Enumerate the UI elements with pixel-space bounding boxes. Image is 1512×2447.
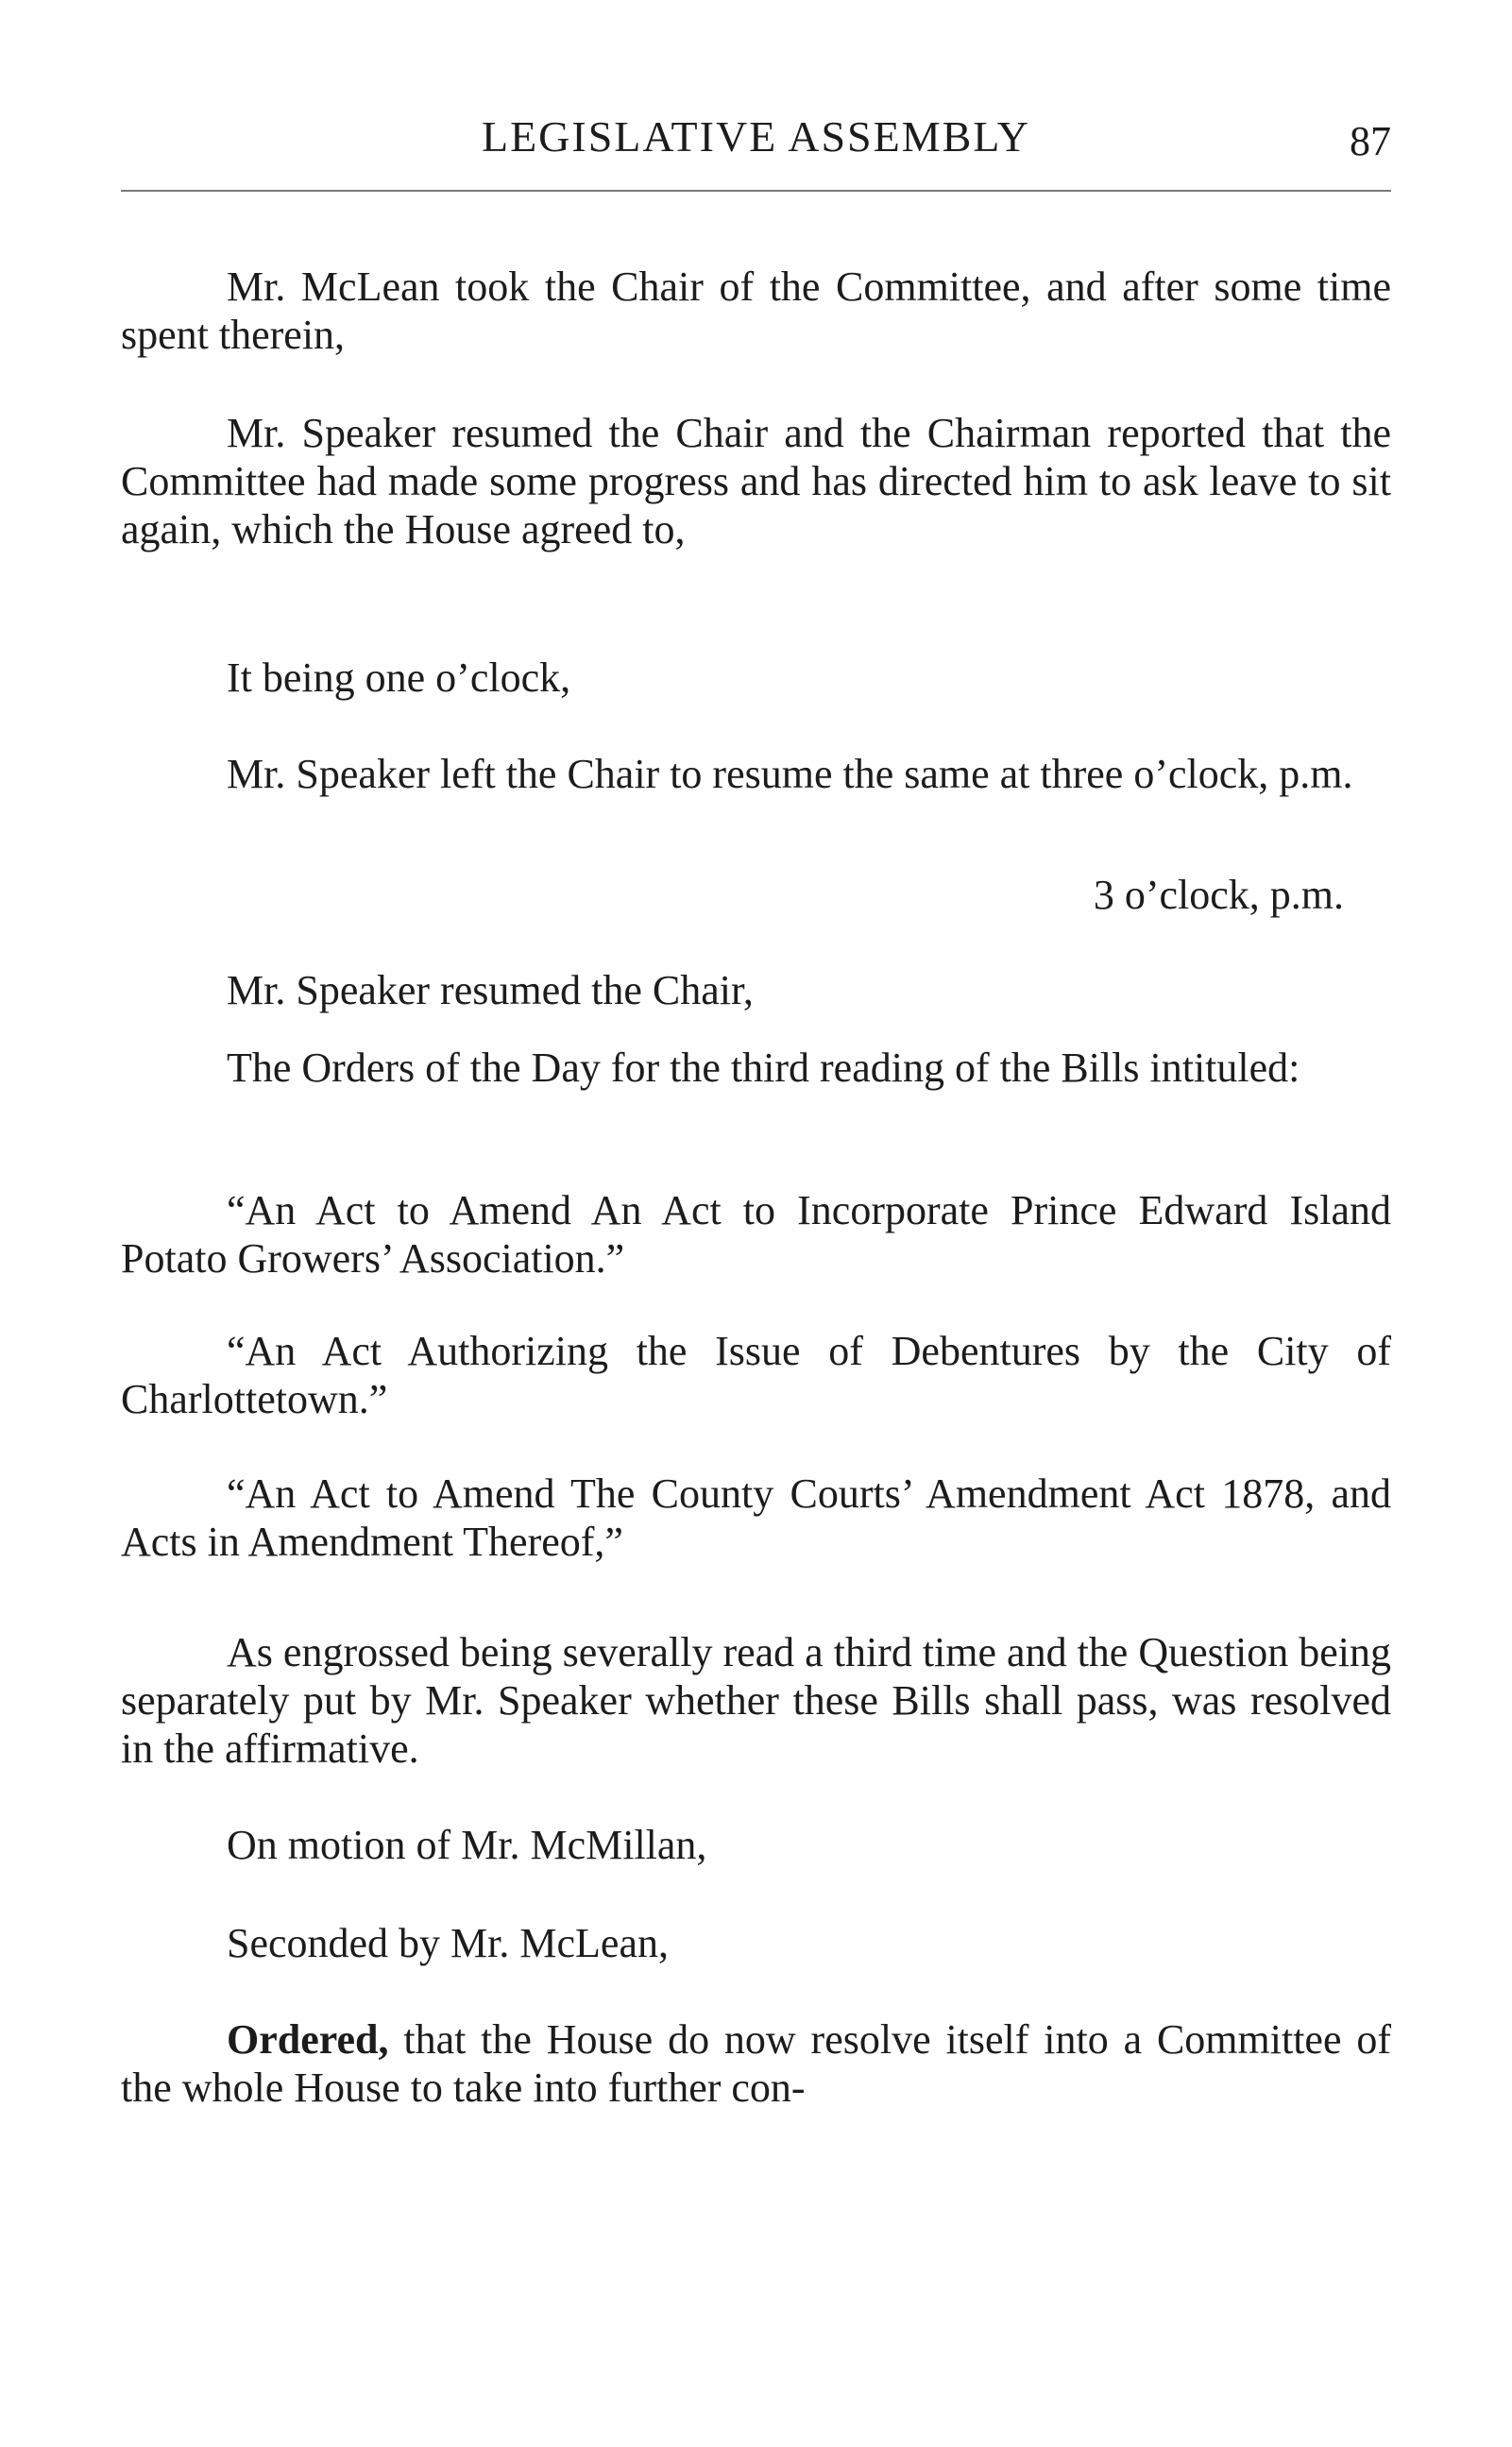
bill-title-debentures: “An Act Authorizing the Issue of Debentures by the City of Charlottetown.” [121, 1328, 1391, 1422]
paragraph-chairman-report: Mr. Speaker resumed the Chair and the Chairman reported that the Committee had made some progress and has directed him to ask leave to sit again, which the House agreed to, [121, 410, 1391, 552]
paragraph-seconded: Seconded by Mr. McLean, [227, 1920, 669, 1966]
bill-title-county-courts: “An Act to Amend The County Courts’ Amendment Act 1878, and Acts in Amendment Thereof,” [121, 1470, 1391, 1565]
running-head: LEGISLATIVE ASSEMBLY [481, 112, 1031, 161]
paragraph-speaker-left: Mr. Speaker left the Chair to resume the same at three o’clock, p.m. [227, 751, 1353, 797]
paragraph-one-oclock: It being one o’clock, [227, 654, 571, 701]
paragraph-committee-chair: Mr. McLean took the Chair of the Committee, and after some time spent therein, [121, 263, 1391, 358]
time-heading: 3 o’clock, p.m. [1093, 872, 1344, 918]
paragraph-orders-of-day: The Orders of the Day for the third reading of the Bills intituled: [227, 1045, 1300, 1091]
paragraph-motion: On motion of Mr. McMillan, [227, 1822, 707, 1868]
paragraph-speaker-resumed: Mr. Speaker resumed the Chair, [227, 967, 754, 1013]
page-number: 87 [1350, 118, 1391, 164]
paragraph-ordered [121, 2015, 1391, 2112]
page-header [121, 106, 1391, 172]
header-rule [121, 190, 1391, 192]
ordered-label: Ordered, [227, 2016, 389, 2063]
paragraph-third-reading: As engrossed being severally read a third time and the Question being separately put by Mr. Speaker whether these Bills shall pass, was resolved in the affirmative. [121, 1629, 1391, 1772]
ordered-text: that the House do now resolve itself into a Committee of the whole House to take into further con- [121, 2016, 1391, 2111]
bill-title-potato-growers: “An Act to Amend An Act to Incorporate Prince Edward Island Potato Growers’ Association.” [121, 1187, 1391, 1282]
